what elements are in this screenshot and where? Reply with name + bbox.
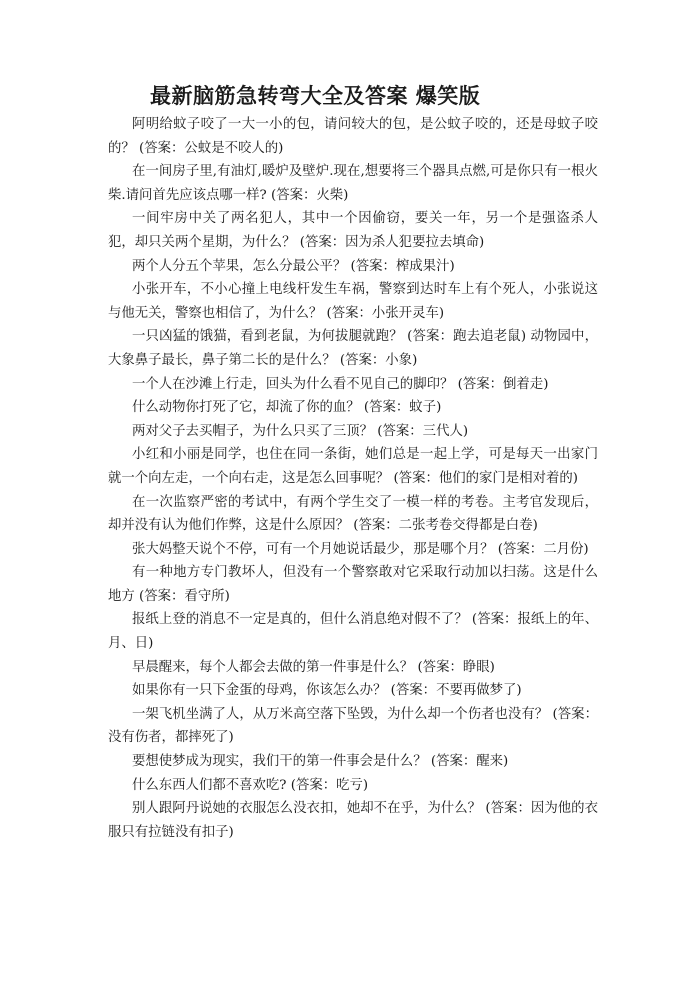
qa-item: 要想使梦成为现实，我们干的第一件事会是什么？ (答案：醒来) xyxy=(132,754,509,770)
qa-item: 小张开车，不小心撞上电线杆发生车祸，警察到达时车上有个死人，小张说这与他无关，警察也相信了，为什么？ (答案：小张开灵车) xyxy=(108,282,598,321)
qa-item: 一间牢房中关了两名犯人，其中一个因偷窃，要关一年，另一个是强盗杀人犯，却只关两个星期，为什么？ (答案：因为杀人犯要拉去填命) xyxy=(108,211,598,250)
qa-item: 别人跟阿丹说她的衣服怎么没衣扣，她却不在乎，为什么？ (答案：因为他的衣服只有拉链没有扣子) xyxy=(108,801,598,840)
qa-list xyxy=(108,113,598,844)
qa-item: 小红和小丽是同学，也住在同一条街，她们总是一起上学，可是每天一出家门就一个向左走，一个向右走，这是怎么回事呢？ (答案：他们的家门是相对着的) xyxy=(108,447,598,486)
qa-item: 阿明给蚊子咬了一大一小的包，请问较大的包，是公蚊子咬的，还是母蚊子咬的？ (答案：公蚊是不咬人的) xyxy=(108,117,598,156)
qa-item: 在一间房子里,有油灯,暖炉及壁炉.现在,想要将三个器具点燃,可是你只有一根火柴.请问首先应该点哪一样? (答案：火柴) xyxy=(108,164,598,203)
qa-item: 一架飞机坐满了人，从万米高空落下坠毁，为什么却一个伤者也没有？ (答案：没有伤者，都摔死了) xyxy=(108,706,598,746)
qa-item: 如果你有一只下金蛋的母鸡，你该怎么办？ (答案：不要再做梦了) xyxy=(132,683,522,699)
document-title: 最新脑筋急转弯大全及答案 爆笑版 xyxy=(150,84,481,108)
qa-item: 什么动物你打死了它，却流了你的血？ (答案：蚊子) xyxy=(132,400,442,416)
qa-item: 张大妈整天说个不停，可有一个月她说话最少，那是哪个月？ (答案：二月份) xyxy=(132,541,589,557)
qa-item: 报纸上登的消息不一定是真的，但什么消息绝对假不了？ (答案：报纸上的年、月、日) xyxy=(108,612,598,652)
qa-item: 一个人在沙滩上行走，回头为什么看不见自己的脚印？ (答案：倒着走) xyxy=(132,376,549,392)
qa-item: 在一次监察严密的考试中，有两个学生交了一模一样的考卷。主考官发现后，却并没有认为他们作弊，这是什么原因？ (答案：二张考卷交得都是白卷) xyxy=(108,494,598,534)
qa-item: 有一种地方专门教坏人，但没有一个警察敢对它采取行动加以扫荡。这是什么地方 (答案：看守所) xyxy=(108,565,598,604)
qa-item: 两对父子去买帽子，为什么只买了三顶？ (答案：三代人) xyxy=(132,423,469,439)
qa-item: 什么东西人们都不喜欢吃? (答案：吃亏) xyxy=(132,777,369,793)
qa-item: 一只凶猛的饿猫，看到老鼠，为何拔腿就跑？ (答案：跑去追老鼠) 动物园中，大象鼻子最长，鼻子第二长的是什么？ (答案：小象) xyxy=(108,329,598,368)
qa-item: 两个人分五个苹果，怎么分最公平？ (答案：榨成果汁) xyxy=(132,258,455,274)
qa-item: 早晨醒来，每个人都会去做的第一件事是什么？ (答案：睁眼) xyxy=(132,659,495,675)
